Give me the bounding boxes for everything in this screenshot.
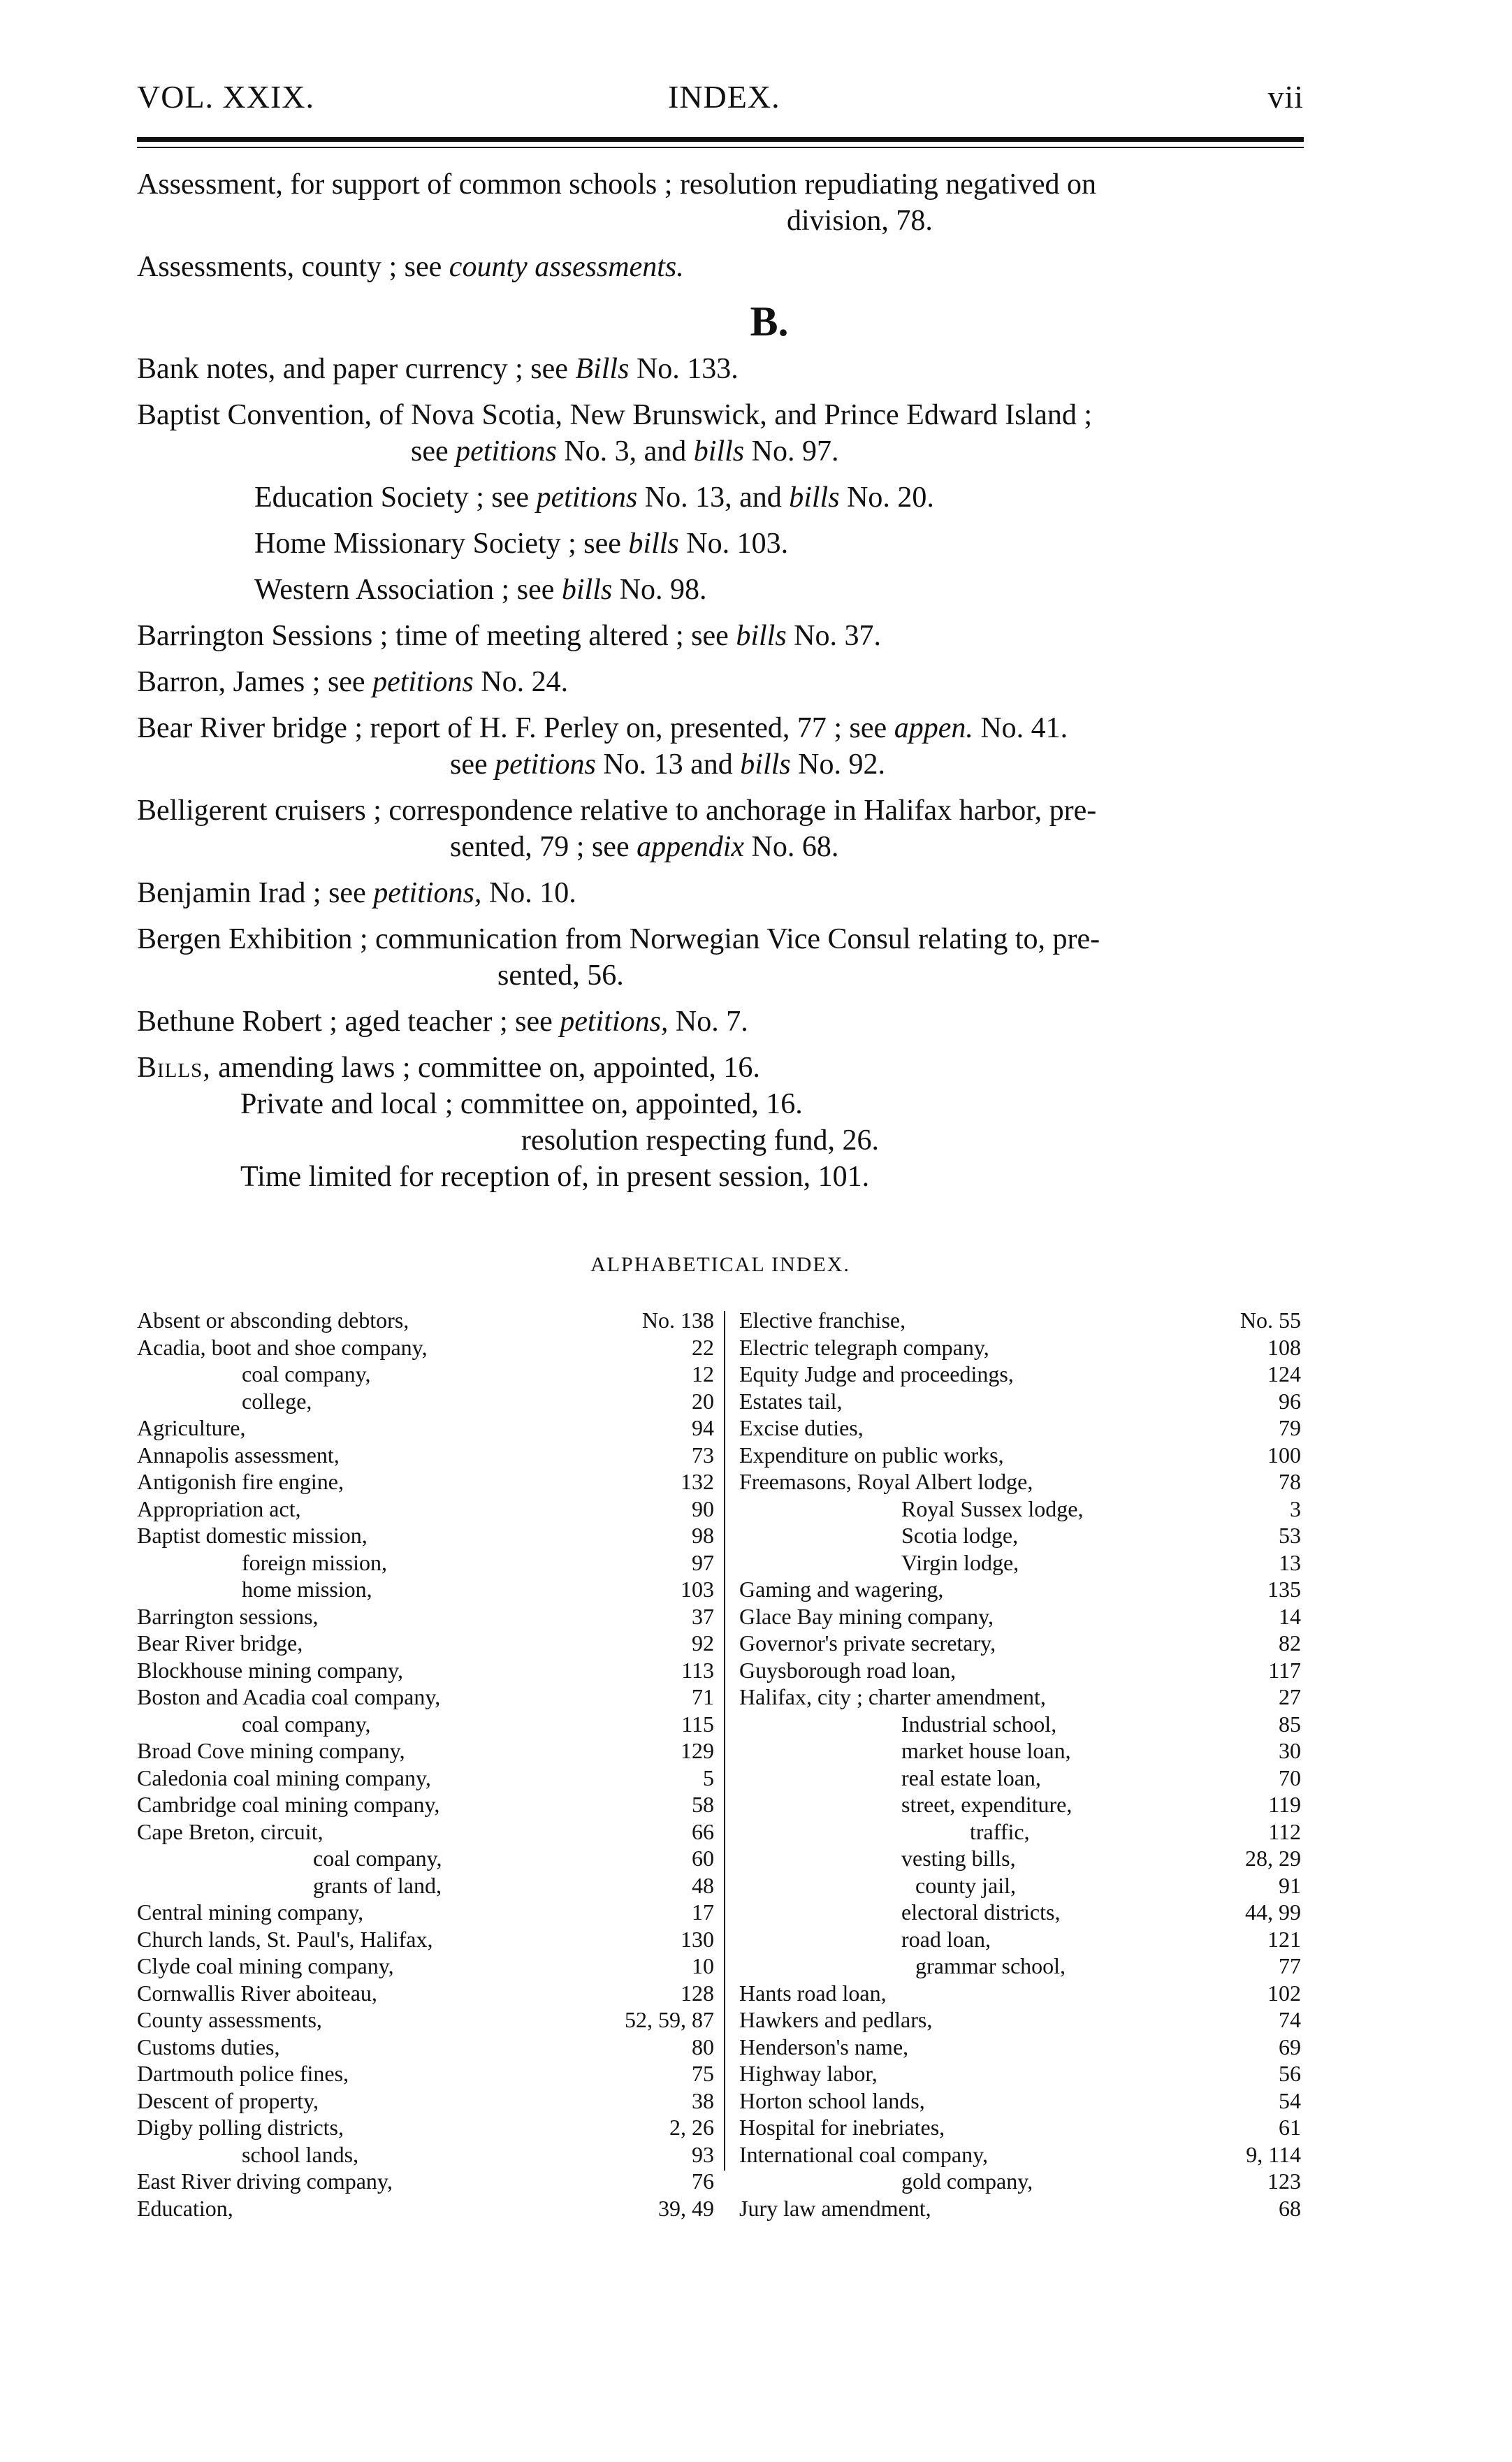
index-row-number: 100 xyxy=(1267,1442,1301,1468)
index-row-number: 53 xyxy=(1279,1523,1301,1548)
index-row-name: Absent or absconding debtors, xyxy=(137,1308,409,1333)
index-row-name: Cape Breton, circuit, xyxy=(137,1818,324,1844)
index-row-name: Scotia lodge, xyxy=(901,1523,1019,1548)
index-row-name: International coal company, xyxy=(739,2141,988,2167)
index-row xyxy=(739,1953,1304,1980)
index-row-number: 9, 114 xyxy=(1246,2141,1301,2167)
index-row xyxy=(137,1334,724,1361)
index-row xyxy=(137,1737,724,1765)
index-row xyxy=(137,1899,724,1926)
running-title: INDEX. xyxy=(668,79,780,115)
index-row-name: street, expenditure, xyxy=(901,1792,1073,1817)
index-row-name: Equity Judge and proceedings, xyxy=(739,1361,1014,1386)
index-row-number: 71 xyxy=(692,1684,714,1709)
index-row xyxy=(739,1576,1304,1603)
index-row xyxy=(739,1818,1304,1846)
index-row-name: Blockhouse mining company, xyxy=(137,1657,403,1683)
index-entry-bank-notes: Bank notes, and paper currency ; see Bills No. 133. xyxy=(137,353,739,385)
index-entry-bills: Bills, amending laws ; committee on, appointed, 16. Private and local ; committee on, appointed, 16. resolution respecting fund, 26. Time limited for reception of, in present session, 101. xyxy=(137,1052,880,1193)
index-row xyxy=(739,1468,1304,1496)
index-row xyxy=(739,1657,1304,1684)
index-row-number: 121 xyxy=(1267,1926,1301,1952)
index-row-name: Appropriation act, xyxy=(137,1496,301,1521)
index-row-name: Education, xyxy=(137,2195,233,2221)
index-row-name: Guysborough road loan, xyxy=(739,1657,957,1683)
index-row-name: Industrial school, xyxy=(901,1711,1057,1737)
index-row xyxy=(739,1630,1304,1657)
index-row-number: 56 xyxy=(1279,2061,1301,2086)
column-divider xyxy=(724,1311,725,2171)
index-row-number: 77 xyxy=(1279,1953,1301,1978)
index-row-name: gold company, xyxy=(901,2168,1033,2194)
index-row-name: Bear River bridge, xyxy=(137,1630,303,1656)
index-row-name: Horton school lands, xyxy=(739,2087,925,2113)
index-row xyxy=(739,1549,1304,1577)
alphabetical-index-left-column xyxy=(137,1307,724,2222)
index-row-name: Annapolis assessment, xyxy=(137,1442,340,1468)
index-row xyxy=(739,1765,1304,1792)
index-row-number: 129 xyxy=(681,1738,714,1763)
index-row-number: 30 xyxy=(1279,1738,1301,1763)
alphabetical-index-table xyxy=(137,1307,1304,2221)
index-row xyxy=(739,1711,1304,1738)
index-row xyxy=(137,1630,724,1657)
index-row-number: 115 xyxy=(681,1711,714,1737)
index-row-number: 38 xyxy=(692,2087,714,2113)
index-row-number: 98 xyxy=(692,1523,714,1548)
index-row-number: 70 xyxy=(1279,1765,1301,1790)
index-row-name: Estates tail, xyxy=(739,1388,843,1414)
index-entry-bethune-robert: Bethune Robert ; aged teacher ; see petitions, No. 7. xyxy=(137,1006,748,1038)
index-row-name: Hospital for inebriates, xyxy=(739,2115,945,2140)
index-entry-education-society: Education Society ; see petitions No. 13, and bills No. 20. xyxy=(254,481,934,514)
index-row-name: Glace Bay mining company, xyxy=(739,1603,994,1629)
index-row-name: Cambridge coal mining company, xyxy=(137,1792,440,1817)
index-row xyxy=(739,1496,1304,1523)
index-row-name: grammar school, xyxy=(915,1953,1066,1978)
index-row xyxy=(137,2006,724,2034)
index-row-name: traffic, xyxy=(970,1818,1030,1844)
index-row-name: electoral districts, xyxy=(901,1899,1061,1925)
index-row xyxy=(739,2195,1304,2222)
index-row xyxy=(739,2006,1304,2034)
index-row-number: 5 xyxy=(703,1765,714,1790)
index-row-name: Henderson's name, xyxy=(739,2034,909,2059)
index-row-name: home mission, xyxy=(242,1577,372,1602)
index-row xyxy=(739,1791,1304,1818)
index-row xyxy=(137,1683,724,1711)
index-row-number: 97 xyxy=(692,1549,714,1575)
index-row xyxy=(739,1980,1304,2007)
index-row xyxy=(137,1711,724,1738)
alphabetical-index-heading: ALPHABETICAL INDEX. xyxy=(590,1253,850,1276)
index-row-name: Halifax, city ; charter amendment, xyxy=(739,1684,1046,1709)
index-row-name: Elective franchise, xyxy=(739,1308,906,1333)
index-row xyxy=(137,2060,724,2087)
index-row-name: foreign mission, xyxy=(242,1549,387,1575)
index-row-number: 60 xyxy=(692,1846,714,1871)
index-row-number: 17 xyxy=(692,1899,714,1925)
index-row xyxy=(137,1818,724,1846)
index-entry-assessment: Assessment, for support of common schools ; resolution repudiating negatived on division, 78. xyxy=(137,168,1096,237)
index-row-number: 103 xyxy=(681,1577,714,1602)
index-entry-bergen-exhibition: Bergen Exhibition ; communication from Norwegian Vice Consul relating to, pre- sented, 56. xyxy=(137,923,1100,992)
index-row-name: real estate loan, xyxy=(901,1765,1041,1790)
index-row xyxy=(739,1334,1304,1361)
index-row-name: Church lands, St. Paul's, Halifax, xyxy=(137,1926,433,1952)
index-row-number: 113 xyxy=(681,1657,714,1683)
index-row-name: coal company, xyxy=(242,1711,371,1737)
index-row-number: 27 xyxy=(1279,1684,1301,1709)
index-row-name: Acadia, boot and shoe company, xyxy=(137,1334,428,1360)
index-row-name: Freemasons, Royal Albert lodge, xyxy=(739,1469,1033,1494)
index-row-name: Cornwallis River aboiteau, xyxy=(137,1980,377,2006)
index-row xyxy=(137,2168,724,2195)
index-row xyxy=(137,1468,724,1496)
index-entry-western-association: Western Association ; see bills No. 98. xyxy=(254,574,707,606)
index-row-name: Excise duties, xyxy=(739,1415,864,1440)
index-row-number: 91 xyxy=(1279,1872,1301,1898)
index-row xyxy=(137,1791,724,1818)
index-row-name: Jury law amendment, xyxy=(739,2195,931,2221)
index-row-name: East River driving company, xyxy=(137,2168,393,2194)
index-row-number: 102 xyxy=(1267,1980,1301,2006)
index-row-name: Descent of property, xyxy=(137,2087,319,2113)
index-row-number: 68 xyxy=(1279,2195,1301,2221)
index-row xyxy=(739,1845,1304,1872)
index-row xyxy=(739,2114,1304,2141)
index-row xyxy=(137,1845,724,1872)
index-row-number: 22 xyxy=(692,1334,714,1360)
index-row xyxy=(137,1926,724,1953)
index-row xyxy=(137,1872,724,1899)
index-row-name: Broad Cove mining company, xyxy=(137,1738,405,1763)
index-entry-baptist-convention: Baptist Convention, of Nova Scotia, New Brunswick, and Prince Edward Island ; see petitions No. 3, and bills No. 97. xyxy=(137,399,1093,468)
index-row xyxy=(739,2087,1304,2115)
index-row xyxy=(739,2141,1304,2168)
index-row-number: No. 55 xyxy=(1240,1308,1301,1333)
index-entries xyxy=(137,166,1304,1195)
index-row-number: 123 xyxy=(1267,2168,1301,2194)
index-row-number: 37 xyxy=(692,1603,714,1629)
index-row xyxy=(739,1414,1304,1442)
index-row-number: 94 xyxy=(692,1415,714,1440)
index-row-number: 2, 26 xyxy=(669,2115,714,2140)
page-number: vii xyxy=(1267,79,1304,115)
index-row-number: 130 xyxy=(681,1926,714,1952)
index-row-name: Electric telegraph company, xyxy=(739,1334,989,1360)
index-row-name: Royal Sussex lodge, xyxy=(901,1496,1084,1521)
index-row-number: 10 xyxy=(692,1953,714,1978)
index-row-number: 135 xyxy=(1267,1577,1301,1602)
index-row-name: Antigonish fire engine, xyxy=(137,1469,344,1494)
index-row-name: Hants road loan, xyxy=(739,1980,887,2006)
index-row-number: 13 xyxy=(1279,1549,1301,1575)
index-row-name: Hawkers and pedlars, xyxy=(739,2007,933,2032)
index-entry-barrington-sessions: Barrington Sessions ; time of meeting altered ; see bills No. 37. xyxy=(137,620,882,652)
index-row-name: road loan, xyxy=(901,1926,991,1952)
index-row xyxy=(137,2195,724,2222)
index-row-number: 66 xyxy=(692,1818,714,1844)
index-row-name: coal company, xyxy=(242,1361,371,1386)
index-row-number: 52, 59, 87 xyxy=(625,2007,714,2032)
index-row-name: Virgin lodge, xyxy=(901,1549,1019,1575)
index-row-number: 14 xyxy=(1279,1603,1301,1629)
index-row-number: 3 xyxy=(1290,1496,1301,1521)
index-row xyxy=(739,1872,1304,1899)
index-row-name: Agriculture, xyxy=(137,1415,246,1440)
index-row xyxy=(137,1603,724,1630)
index-entry-belligerent-cruisers: Belligerent cruisers ; correspondence relative to anchorage in Halifax harbor, pre- sented, 79 ; see appendix No. 68. xyxy=(137,795,1097,863)
index-row-name: Gaming and wagering, xyxy=(739,1577,944,1602)
index-entry-benjamin-irad: Benjamin Irad ; see petitions, No. 10. xyxy=(137,877,576,909)
index-row-name: Highway labor, xyxy=(739,2061,878,2086)
index-row-number: 117 xyxy=(1268,1657,1301,1683)
index-row-name: vesting bills, xyxy=(901,1846,1016,1871)
index-row-name: Digby polling districts, xyxy=(137,2115,344,2140)
index-row-number: 96 xyxy=(1279,1388,1301,1414)
index-row xyxy=(137,1953,724,1980)
running-head xyxy=(137,78,1304,120)
index-row-number: 112 xyxy=(1268,1818,1301,1844)
index-row xyxy=(739,1603,1304,1630)
index-row xyxy=(137,2087,724,2115)
index-row-number: 75 xyxy=(692,2061,714,2086)
index-row-name: grants of land, xyxy=(313,1872,442,1898)
index-row-number: 73 xyxy=(692,1442,714,1468)
index-row xyxy=(137,2114,724,2141)
index-row-number: No. 138 xyxy=(641,1308,714,1333)
index-row-number: 69 xyxy=(1279,2034,1301,2059)
index-row xyxy=(137,1414,724,1442)
index-row xyxy=(739,1522,1304,1549)
index-row-number: 48 xyxy=(692,1872,714,1898)
index-row xyxy=(137,1361,724,1388)
index-row-number: 20 xyxy=(692,1388,714,1414)
index-row-name: Customs duties, xyxy=(137,2034,280,2059)
index-row-number: 44, 99 xyxy=(1245,1899,1301,1925)
index-row-number: 92 xyxy=(692,1630,714,1656)
index-row-number: 79 xyxy=(1279,1415,1301,1440)
index-row-name: Expenditure on public works, xyxy=(739,1442,1004,1468)
index-row-number: 58 xyxy=(692,1792,714,1817)
index-row-name: school lands, xyxy=(242,2141,359,2167)
index-row-name: college, xyxy=(242,1388,312,1414)
index-row xyxy=(137,1442,724,1469)
index-row-name: Clyde coal mining company, xyxy=(137,1953,394,1978)
index-row-number: 12 xyxy=(692,1361,714,1386)
index-row-name: Central mining company, xyxy=(137,1899,364,1925)
index-row-number: 124 xyxy=(1267,1361,1301,1386)
volume-number: VOL. XXIX. xyxy=(137,79,315,115)
index-row xyxy=(137,1307,724,1334)
index-row-number: 93 xyxy=(692,2141,714,2167)
index-row-number: 54 xyxy=(1279,2087,1301,2113)
index-row xyxy=(739,2168,1304,2195)
index-row xyxy=(739,1307,1304,1334)
index-row xyxy=(137,1980,724,2007)
index-row-number: 76 xyxy=(692,2168,714,2194)
index-row-name: Governor's private secretary, xyxy=(739,1630,996,1656)
index-row xyxy=(739,1899,1304,1926)
index-row xyxy=(739,1926,1304,1953)
index-row xyxy=(739,1361,1304,1388)
index-row-number: 80 xyxy=(692,2034,714,2059)
section-letter-b: B. xyxy=(750,298,789,345)
index-row xyxy=(739,1683,1304,1711)
index-entry-home-missionary: Home Missionary Society ; see bills No. 103. xyxy=(254,528,789,560)
index-row xyxy=(137,1549,724,1577)
index-row xyxy=(739,1388,1304,1415)
header-rule-thick xyxy=(137,137,1304,142)
alphabetical-index-right-column xyxy=(739,1307,1304,2222)
index-row-number: 74 xyxy=(1279,2007,1301,2032)
index-row-number: 28, 29 xyxy=(1245,1846,1301,1871)
index-row xyxy=(739,2060,1304,2087)
index-row-number: 85 xyxy=(1279,1711,1301,1737)
index-row-number: 90 xyxy=(692,1496,714,1521)
index-row-number: 78 xyxy=(1279,1469,1301,1494)
index-row-name: county jail, xyxy=(915,1872,1016,1898)
index-row-name: Baptist domestic mission, xyxy=(137,1523,368,1548)
index-row-name: County assessments, xyxy=(137,2007,322,2032)
index-entry-assessments-county: Assessments, county ; see county assessments. xyxy=(137,251,684,283)
index-row-number: 82 xyxy=(1279,1630,1301,1656)
index-row-number: 128 xyxy=(681,1980,714,2006)
index-row xyxy=(137,1657,724,1684)
index-row-name: coal company, xyxy=(313,1846,442,1871)
index-row-name: Boston and Acadia coal company, xyxy=(137,1684,441,1709)
index-row-number: 61 xyxy=(1279,2115,1301,2140)
index-row xyxy=(137,2034,724,2061)
index-row-name: Caledonia coal mining company, xyxy=(137,1765,431,1790)
index-row xyxy=(739,1442,1304,1469)
index-row-number: 132 xyxy=(681,1469,714,1494)
index-row xyxy=(137,1496,724,1523)
index-row-name: Dartmouth police fines, xyxy=(137,2061,349,2086)
index-row xyxy=(137,2141,724,2168)
index-row-number: 39, 49 xyxy=(658,2195,714,2221)
index-row xyxy=(137,1765,724,1792)
index-entry-bear-river-bridge: Bear River bridge ; report of H. F. Perley on, presented, 77 ; see appen. No. 41. see petitions No. 13 and bills No. 92. xyxy=(137,712,1068,781)
index-row-number: 108 xyxy=(1267,1334,1301,1360)
index-row xyxy=(739,2034,1304,2061)
header-rule-thin xyxy=(137,147,1304,148)
index-row xyxy=(137,1576,724,1603)
index-row-number: 119 xyxy=(1268,1792,1301,1817)
index-row-name: Barrington sessions, xyxy=(137,1603,319,1629)
index-entry-barron-james: Barron, James ; see petitions No. 24. xyxy=(137,666,569,698)
index-row xyxy=(137,1522,724,1549)
index-row xyxy=(137,1388,724,1415)
index-row xyxy=(739,1737,1304,1765)
index-row-name: market house loan, xyxy=(901,1738,1071,1763)
